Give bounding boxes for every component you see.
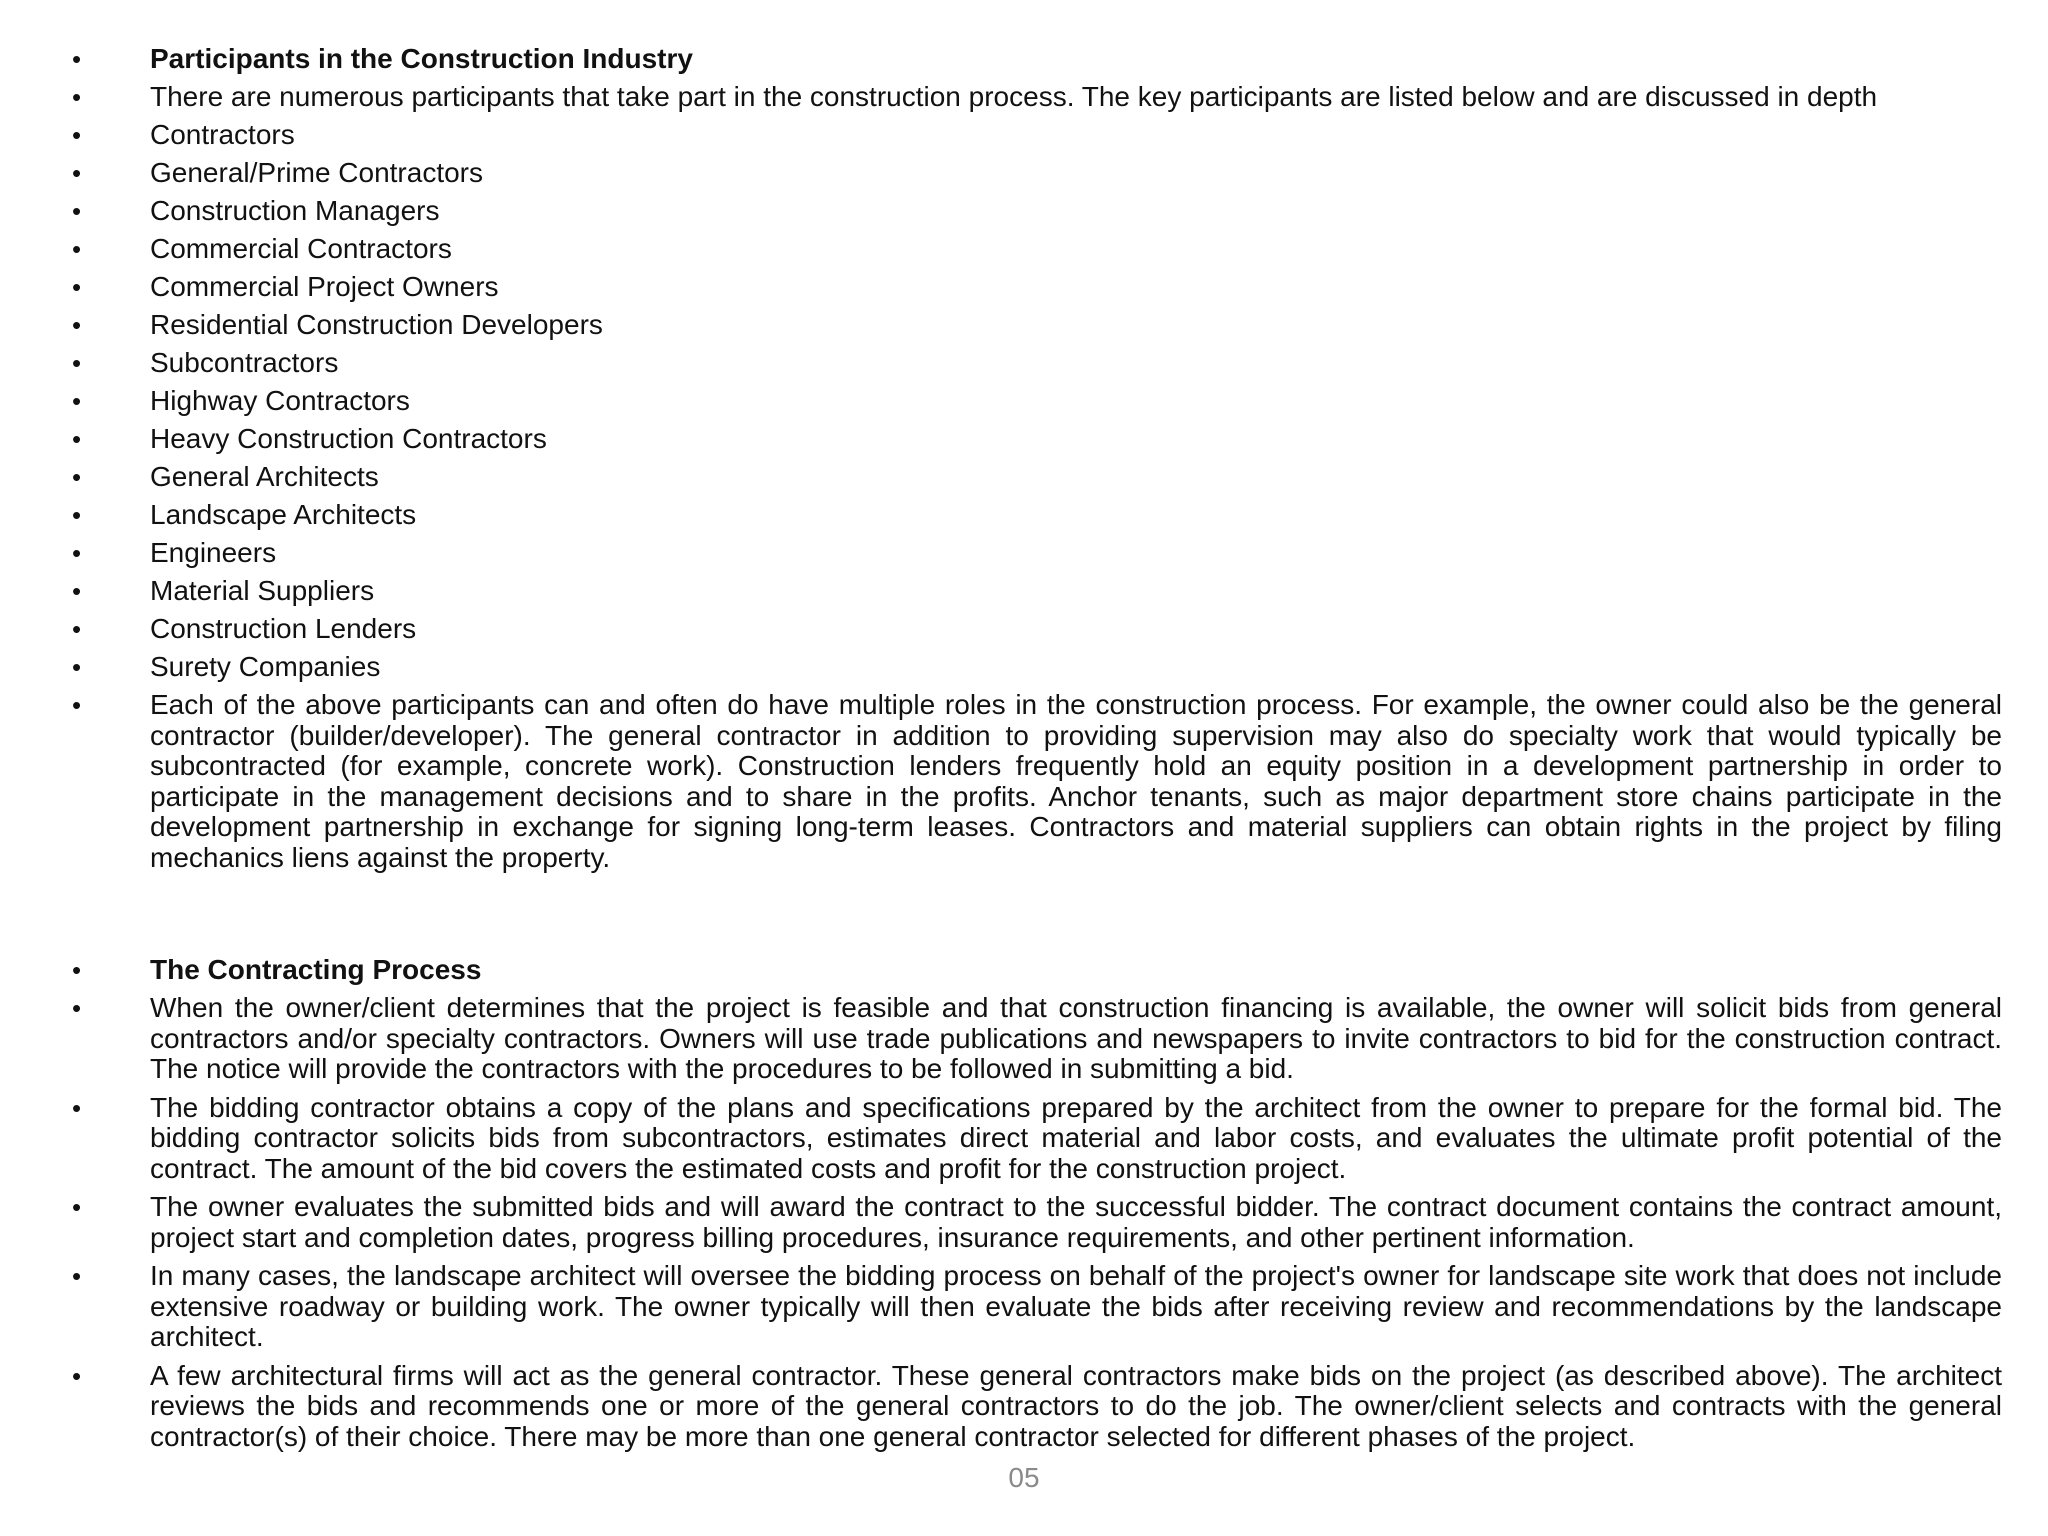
participant-label: Commercial Project Owners xyxy=(150,271,499,302)
participant-label: Landscape Architects xyxy=(150,499,417,530)
participant-label: Surety Companies xyxy=(150,651,381,682)
section-heading xyxy=(0,951,2048,989)
bullet-icon: • xyxy=(72,614,82,644)
bullet-icon: • xyxy=(72,158,82,188)
list-item xyxy=(0,1357,2048,1457)
bullet-icon: • xyxy=(72,82,82,112)
list-item xyxy=(0,1257,2048,1357)
bullet-icon: • xyxy=(72,1092,82,1123)
list-item xyxy=(0,458,2048,496)
heading-text: Participants in the Construction Industry xyxy=(150,43,693,74)
list-item xyxy=(0,989,2048,1089)
bullet-icon: • xyxy=(72,500,82,530)
bullet-icon: • xyxy=(72,690,82,720)
paragraph-text: The owner evaluates the submitted bids and will award the contract to the successful bidder. The contract document contains the contract amount, project start and completion dates, progress billing procedures, insurance requirements, and other pertinent information. xyxy=(150,1191,2002,1253)
participant-label: Heavy Construction Contractors xyxy=(150,423,547,454)
bullet-icon: • xyxy=(72,1192,82,1222)
list-item xyxy=(0,572,2048,610)
list-item xyxy=(0,192,2048,230)
bullet-icon: • xyxy=(72,1360,82,1391)
list-item xyxy=(0,344,2048,382)
list-item xyxy=(0,1089,2048,1189)
list-item xyxy=(0,1188,2048,1257)
bullet-icon: • xyxy=(72,538,82,568)
paragraph-text: A few architectural firms will act as the general contractor. These general contractors make bids on the project (as described above). The architect reviews the bids and recommends one or more of the general contractors to do the job. The owner/client selects and contracts with the general contractor(s) of their choice. There may be more than one general contractor selected for different phases of the project. xyxy=(150,1359,2002,1452)
list-item xyxy=(0,534,2048,572)
bullet-icon: • xyxy=(72,955,82,985)
participant-label: General/Prime Contractors xyxy=(150,157,484,188)
list-item xyxy=(0,610,2048,648)
participants-section xyxy=(0,40,2048,877)
paragraph-text: The bidding contractor obtains a copy of the plans and specifications prepared by the architect from the owner to prepare for the formal bid. The bidding contractor solicits bids from subcontractors, estimates direct material and labor costs, and evaluates the ultimate profit potential of the contract. The amount of the bid covers the estimated costs and profit for the construction project. xyxy=(150,1091,2002,1184)
list-item xyxy=(0,686,2048,877)
bullet-icon: • xyxy=(72,44,82,74)
bullet-icon: • xyxy=(72,576,82,606)
list-item xyxy=(0,116,2048,154)
paragraph-text: In many cases, the landscape architect will oversee the bidding process on behalf of the project's owner for landscape site work that does not include extensive roadway or building work. The owner typically will then evaluate the bids after receiving review and recommendations by the landscape architect. xyxy=(150,1260,2002,1352)
bullet-icon: • xyxy=(72,272,82,302)
participant-label: Commercial Contractors xyxy=(150,233,452,264)
bullet-icon: • xyxy=(72,348,82,378)
participant-label: Construction Lenders xyxy=(150,613,417,644)
participant-label: Highway Contractors xyxy=(150,385,410,416)
participant-label: Subcontractors xyxy=(150,347,339,378)
intro-text: There are numerous participants that take part in the construction process. The key participants are listed below and are discussed in depth xyxy=(150,81,1878,112)
bullet-icon: • xyxy=(72,310,82,340)
participant-label: Contractors xyxy=(150,119,295,150)
participant-label: Material Suppliers xyxy=(150,575,375,606)
list-item xyxy=(0,306,2048,344)
paragraph-text: Each of the above participants can and often do have multiple roles in the construction process. For example, the owner could also be the general contractor (builder/developer). The general contractor in addition to providing supervision may also do specialty work that would typically be subcontracted (for example, concrete work). Construction lenders frequently hold an equity position in a development partnership in order to participate in the management decisions and to share in the profits. Anchor tenants, such as major department store chains participate in the development partnership in exchange for signing long-term leases. Contractors and material suppliers can obtain rights in the project by filing mechanics liens against the property. xyxy=(150,689,2002,873)
bullet-icon: • xyxy=(72,424,82,454)
list-item xyxy=(0,154,2048,192)
bullet-icon: • xyxy=(72,652,82,682)
list-item xyxy=(0,420,2048,458)
bullet-icon: • xyxy=(72,462,82,492)
participant-label: Residential Construction Developers xyxy=(150,309,603,340)
bullet-icon: • xyxy=(72,1261,82,1291)
heading-text: The Contracting Process xyxy=(150,954,482,985)
participant-label: General Architects xyxy=(150,461,379,492)
section-heading xyxy=(0,40,2048,78)
list-item xyxy=(0,382,2048,420)
list-item xyxy=(0,496,2048,534)
bullet-icon: • xyxy=(72,196,82,226)
bullet-icon: • xyxy=(72,993,82,1023)
list-item xyxy=(0,78,2048,116)
page-number: 05 xyxy=(1008,1462,1040,1493)
participant-label: Engineers xyxy=(150,537,277,568)
participant-label: Construction Managers xyxy=(150,195,440,226)
list-item xyxy=(0,268,2048,306)
contracting-process-section xyxy=(0,951,2048,1456)
paragraph-text: When the owner/client determines that the project is feasible and that construction financing is available, the owner will solicit bids from general contractors and/or specialty contractors. Owners will use trade publications and newspapers to invite contractors to bid for the construction contract. The notice will provide the contractors with the procedures to be followed in submitting a bid. xyxy=(150,992,2002,1084)
bullet-icon: • xyxy=(72,386,82,416)
list-item xyxy=(0,648,2048,686)
bullet-icon: • xyxy=(72,120,82,150)
bullet-icon: • xyxy=(72,234,82,264)
list-item xyxy=(0,230,2048,268)
